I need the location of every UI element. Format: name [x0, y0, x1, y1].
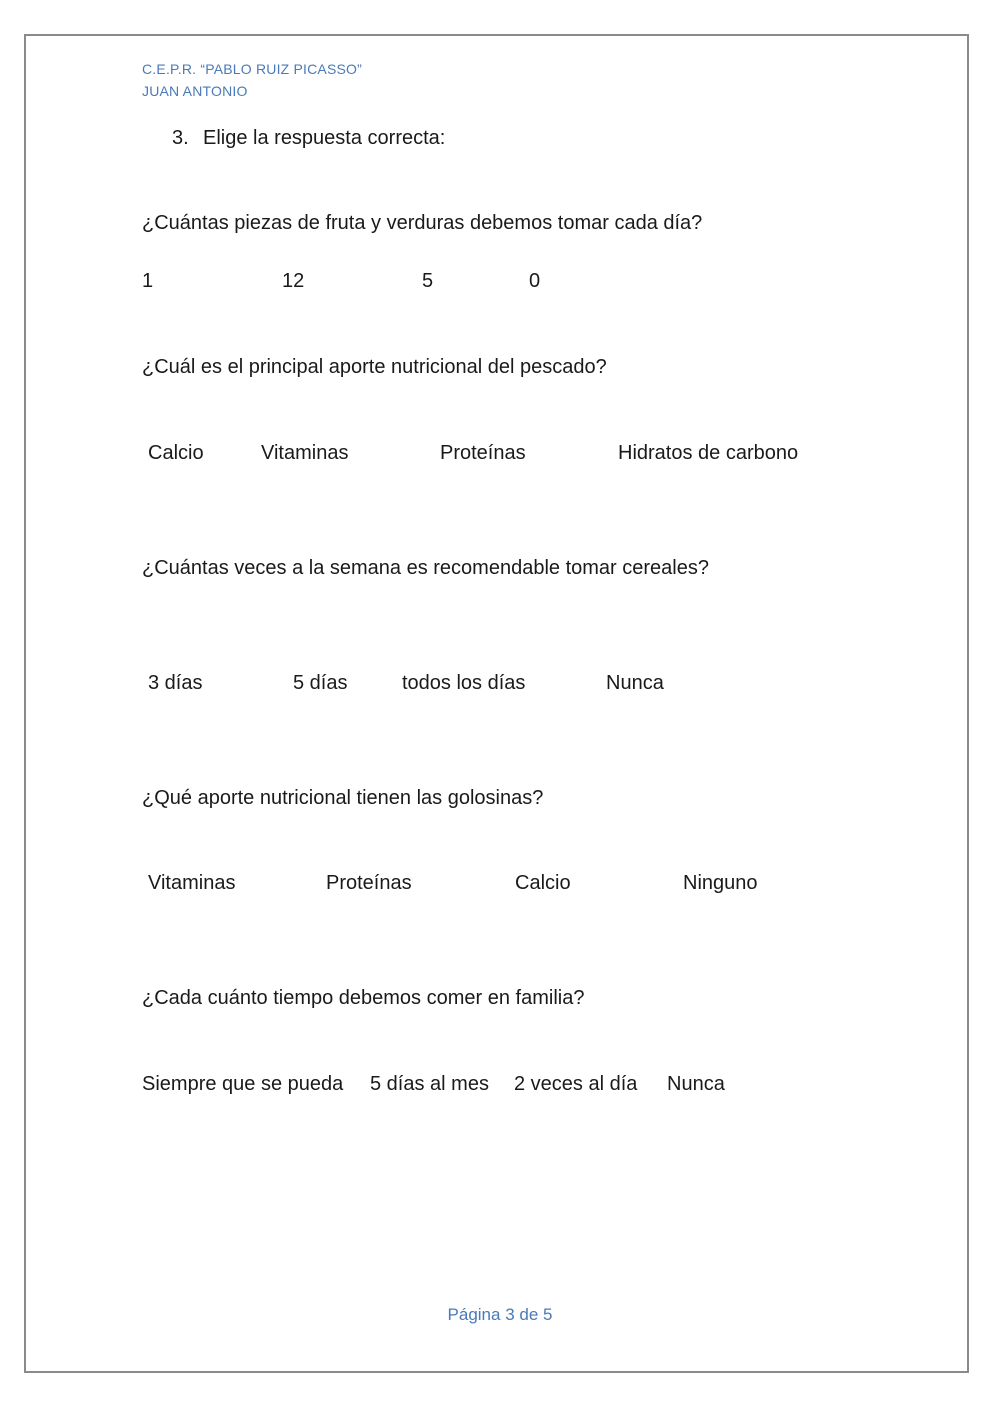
task-number: 3.	[172, 127, 189, 149]
question-4-option-4[interactable]: Ninguno	[683, 872, 758, 894]
question-3-option-3[interactable]: todos los días	[402, 672, 526, 694]
question-4: ¿Qué aporte nutricional tienen las golosinas?	[142, 787, 544, 809]
question-4-option-3[interactable]: Calcio	[515, 872, 571, 894]
question-5-option-4[interactable]: Nunca	[667, 1073, 725, 1095]
question-1: ¿Cuántas piezas de fruta y verduras debemos tomar cada día?	[142, 212, 703, 234]
question-2-option-3[interactable]: Proteínas	[440, 442, 526, 464]
question-2-option-1[interactable]: Calcio	[148, 442, 204, 464]
question-4-option-1[interactable]: Vitaminas	[148, 872, 236, 894]
question-5-option-3[interactable]: 2 veces al día	[514, 1073, 638, 1095]
question-5-option-1[interactable]: Siempre que se pueda	[142, 1073, 344, 1095]
question-5: ¿Cada cuánto tiempo debemos comer en familia?	[142, 987, 585, 1009]
question-1-option-3[interactable]: 5	[422, 270, 434, 292]
task-heading	[172, 127, 445, 150]
question-3: ¿Cuántas veces a la semana es recomendable tomar cereales?	[142, 557, 709, 579]
question-3-option-1[interactable]: 3 días	[148, 672, 203, 694]
question-4-option-2[interactable]: Proteínas	[326, 872, 412, 894]
question-1-option-4[interactable]: 0	[529, 270, 541, 292]
task-title: Elige la respuesta correcta:	[203, 127, 446, 149]
question-3-option-4[interactable]: Nunca	[606, 672, 664, 694]
question-3-option-2[interactable]: 5 días	[293, 672, 348, 694]
question-1-option-2[interactable]: 12	[282, 270, 305, 292]
question-1-option-1[interactable]: 1	[142, 270, 154, 292]
question-2-option-2[interactable]: Vitaminas	[261, 442, 349, 464]
question-2: ¿Cuál es el principal aporte nutricional del pescado?	[142, 356, 607, 378]
page-number: Página 3 de 5	[447, 1305, 553, 1324]
header-school: C.E.P.R. “PABLO RUIZ PICASSO”	[142, 61, 362, 77]
question-2-option-4[interactable]: Hidratos de carbono	[618, 442, 799, 464]
header-teacher: JUAN ANTONIO	[142, 83, 248, 99]
question-5-option-2[interactable]: 5 días al mes	[370, 1073, 489, 1095]
